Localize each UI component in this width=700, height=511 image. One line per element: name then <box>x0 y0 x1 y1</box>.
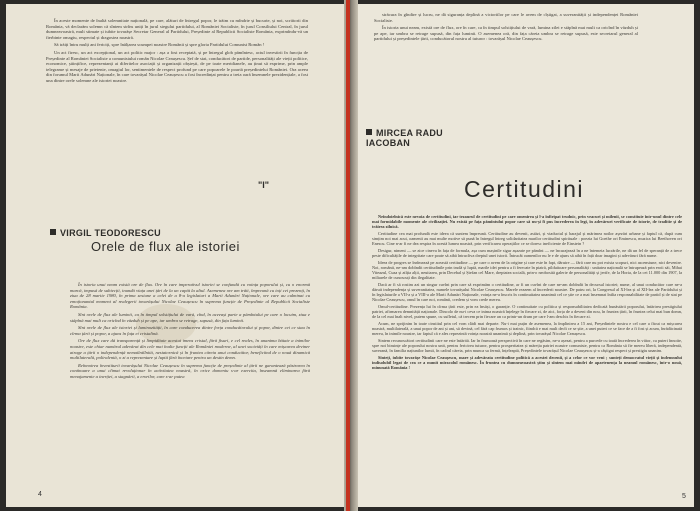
intro-paragraph: În aceste momente de înaltă solemnitate națională, pe care, alături de întregul popor, le trăim cu mîndrie și bucurie, și noi, scriitorii din România, vă declarăm solemn că sîntem strîns uniți în jurul stegului partidului, al României Socialiste, în jurul Consiliului Central, în jurul dumneavoastră, mult stimate și iubite tovarășe Secretar General al Partidului, Președinte al Republicii Socialiste România, exprimîndu-vă un fierbinte omagiu, respectul și dragostea noastră. <box>46 18 308 40</box>
author-name: MIRCEA RADU IACOBAN <box>366 128 443 148</box>
article-paragraph: Dacă ar fi să rostim azi un singur cuvînt prin care să exprimăm o certitudine, ar fi un cuvînt de care ne-am dobîndit în decursul istoriei; nume, al unui conducător care ne-a dăruit independența și suveranitatea, numele tovarășului Nicolae Ceaușescu. Marele reazem al încrederii noastre. De patru ori, la Congresul al XI-lea și al XII-lea ale Partidului și în legislaturile a VII-a și a VIII-a ale Marii Adunări Naționale, voința ne-a înscris în continuitatea unanimă cel ce știe ce a mai însemnat întîia responsabilitate de partid și de stat pe Nicolae Ceaușescu, omul în care noi, românii, credem și vom crede mereu. <box>372 281 682 303</box>
bullet-square-icon <box>366 129 372 135</box>
article-paragraph: Ideea de progres se înrîmează pe această certitudine — pe care o avem de la origine și care este în fapt, dăruire — fără care nu pot exista scopuri, nici ascensiune, nici devenire. Noi, românii, ne-am dobîndit certitudinile prin trudă și luptă, marile idei pentru a fi ferecate în piatră, pilduitoare personalități : unitatea națională se întrupează prin eroii săi, Mihai Viteazul, Cuza și atîția alții, neuitarea, prin Decebal și Ștefan cel Mare, dreptatea socială, prin-o neobosită galerie de personalități și jertfe, de la Horia, de la cei 11.000 din 1907, la miliarele de cunoscuți din ilegalitate. <box>372 259 682 281</box>
author-name: VIRGIL TEODORESCU <box>50 228 170 238</box>
article-paragraph: Ore de flux care dă transparență și limpiditate acestui imens cristal, fără fisuri, e cel reales, în unanima bătaie a inimilor noastre, este chiar numărul adevărat din cele mai înalte funcții ale României moderne, al unei societăți în care mișcarea deviner atrage a țării o independență nemaiîntîlnită, nestatornică și în fruntea căreia unui conducător, beneficiind de o nouă dinamică multilaterală, poliralentă, o zi a reprezentare și luptă fără încetare pentru un destin demn. <box>70 338 310 361</box>
left-page <box>6 4 346 507</box>
intro-paragraph: Să trăiți întru mulți ani fericiți, spre înălțarea scumpei noastre Românii și spre gloria Partidului Comunist Român ! <box>54 42 265 48</box>
article-paragraph: Sînt orele de flux ale luminii, ca în timpul solstițiului de vară, cînd, în aceeași parte a pămîntului pe care o locuim, ziua e stăpînă mai mult ca oricînd în văzduh și pe ape, iar umbra se retrage, supusă, din fața luminii. <box>70 311 310 323</box>
article-title: Certitudini <box>464 176 585 202</box>
article-body <box>70 282 310 482</box>
intro-paragraph: În istoria unui neam, există ore de flux, ore în care, ca în timpul solstițiului de vară, lumina zilei e stăpînă mai mult ca oricînd în văzduh și pe ape, iar umbra se retrage supusă, din fața luminii. O asemenea oră, din fața căreia umbra se retrage supusă, este secretarul general al partidului și președintele țării, conducătorul nostru al tuturor : tovarășul Nicolae Ceaușescu. <box>374 25 638 42</box>
intro-paragraph: străcura în gîndire și lucru, ne dă siguranța deplină a victoriilor pe care le avem de cîștigat, a suveranității și independenței României Socialiste. <box>374 12 638 23</box>
article-paragraph: Sînteți, iubite tovarășe Nicolae Ceaușescu, mare și adevărata certitudine politică a acestei decenii, și a celor ce vor veni ; sunteți democratul vieții și îndemnului indisolubil legat de cea ce a numit miracolul românesc. În fruntea cu dumneavoastră știm și sîntem mai mîndri de apartenența la neamul românesc, într-o nouă, minunată România ! <box>372 354 682 371</box>
spine-binding <box>346 0 350 511</box>
page-number: 5 <box>682 493 686 500</box>
article-paragraph: În istoria unui neam există ore de flux. Ore în care imperativul istoriei se confundă cu voința poporului și, cu o enormă marcă, impusă de subiecții, inundă viața unei țări de la un capăt la altul. Asemenea ore am trăit, împreună cu toți cei prezenți, în ziua de 28 martie 1980, în prima sesiune a celei de a 8-a legislaturi a Marii Adunări Naționale, ore care au culminat cu emoționantul moment al realegerii tovarășului Nicolae Ceaușescu în suprema funcție de Președinte al Republicii Socialiste România. <box>70 282 310 310</box>
article-paragraph: Certitudine cea mai profundă este ideea că suntem împreună. Certitudine au devenit, astăzi, și viaductul și barajul și mărimea noilor așezări urbane și faptul că, după cum simțim noi mai acut, oamenii au mai multe motive să pună în întregul întreg solidaritatea marilor certitudini spirituale : poezia lui Goethe ori Eminescu, muzica lui Beethoven ori Enescu. Cine n-ar fi ne dea respira în acestă lumea noastră, prin verificarea operațiilor ce se doresc ineficiente de Einstein ? <box>372 230 682 247</box>
article-title: Orele de flux ale istoriei <box>91 239 240 254</box>
article-paragraph: Reînnoirea învestiturii tovarășului Nicolae Ceaușescu în suprema funcție de președinte al țării ne garantează păstrarea în continuare a unui climat revoluționar în activitatea noastră, în orice domeniu s-ar exercita, înseamnă eliminarea fără menajamente a inerției, a stagnării, a erorilor, care s-ar putea <box>70 362 310 379</box>
article-paragraph: Omul-certitudine. Prezența lui în cîrma țării este, prin ea însăși, o garanție. O continuitate cu politica și responsabilitatea dedicată bunăstării poporului, întărirea prestigiului patriei, afirmarea demnității naționale. Dincolo de nu-i ceva ce inima noastră înțelege în fiecare zi, de aici, forța de a deveni din nou, în fruntea țării, în fruntea celui mai bun domn, de la cel mai înalt nivel, putem spune, cu sufletul, că trecem prin fiecare an ca printr-un drum pe care l-am deschis în fiecare zi. <box>372 304 682 320</box>
bullet-square-icon <box>50 229 56 235</box>
article-paragraph: Neîndoielnică este nevoia de certitudini, iar tezaurul de certitudini pe care omenirea și l-a înfiripat trudnic, prin veacuri și milenii, se constituie într-unul dintre cele mai formidabile momente ale civilizației. Nu există pe fața pămîntului popor care să nu-și fi pus încrederea în legi, în adevăruri verificate de istorie, de traditie și de trăirea zilnică. <box>372 214 682 230</box>
intro-paragraph: Un act firesc, un act excepțional, un act politic major : așa a fost receptată, și pe întregul glob pămîntesc, actul investirii în funcția de Președinte al României Socialiste a comunistului român Nicolae Ceaușescu. Șef de stat, conducători de partide, personalități ale vieții politice, economice, științifice, reprezentanți ai diferitelor asociații și organizații obștești, de pe toate meridianele, au ținut să exprime, prin ample telegrame și mesaje de prietenie, omagiul lor, sentimentele de respect profund pe care popoarele le poartă președintelui României. Ora aceea din forumul Marii Adunări Naționale, în care tovarășul Nicolae Ceaușescu a fost încredințat pentru a treia oară însemnele prezidențiale, a fost una dintre orele solemne ale istoriei noastre. <box>46 49 308 83</box>
article-paragraph: Sintem recunoscători certitudinii care ne este întărită. Iar în frumoasă perspectivă în care ne regăsim, ne-a așezat, pentru a purcede cu toată încrederea în viitor, cu puteri înnoite, spre noi biruințe ale poporului nostru unit, pentru fericirea tuturor, pentru prosperitatea și măreția patriei noastre comuniste, pentru ca România să fie mereu liberă, independentă, suverană, în familia națiunilor lumii, în cadrul căreia, prin munca sa fermă, înțeleaptă, Președintele tovarășul Nicolae Ceaușescu și-a câștigat respect și prestigiu unanim. <box>372 337 682 354</box>
intro-text <box>46 18 308 168</box>
section-marker: "I" <box>258 180 270 190</box>
page-number: 4 <box>38 491 42 498</box>
intro-text <box>374 12 638 72</box>
article-paragraph: Sînt orele de flux ale istoriei și luminozității, în care conducerea dintre forța conducătorului și popor, dintre cei ce stau în cîrma țării și popor, a ajuns în fața ei cristalină. <box>70 325 310 336</box>
right-page <box>356 4 694 507</box>
article-paragraph: Desigur, nimeni — se zice cineva în fața de formula, așa cum mașinile sigur așazate pe pămînt — ne încurajează în a ne întemeia lucrările, ne dă un fel de speranță de a trece peste dificultățile de integritate care poate să aibă întrucîtva dreptul unei istorii. Întrucât oamenilor nu le e de ajuns să aibă în față doar imagini și adevăruri fără nume. <box>372 247 682 259</box>
article-paragraph: Acum, ne sprijinim în toate cinstitul prin cel vom clădi mai departe. Nu-i mai puțin de asemenea, la împlinirea a 15 ani, Președintele nostru e cel care a făcut ca mișcarea noastră, multilaterală, a unui popor de ani și ani, să devină, cel fără cap frumos și trainic, fiindcă e mai mult decît ce se știe, a unei puteri ce se face de a fi fost și acum, înrădăcinată mereu, în inimile noastre, iar faptul că e ales reprezintă voința noastră unanimă și deplină, prin tovarășul Nicolae Ceaușescu. <box>372 320 682 337</box>
article-body <box>372 214 682 496</box>
